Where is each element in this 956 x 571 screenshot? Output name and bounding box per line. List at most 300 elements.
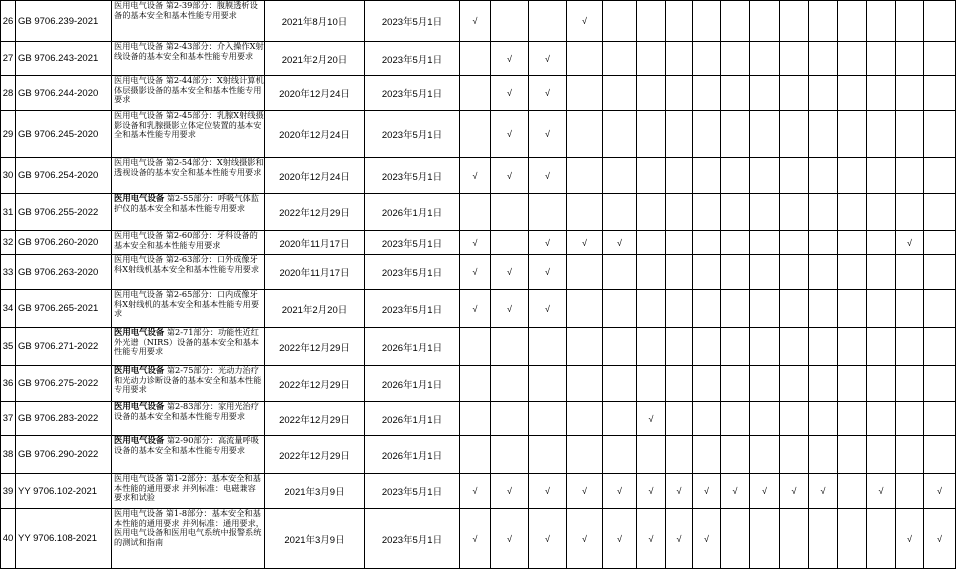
check-cell (491, 366, 529, 402)
check-cell: √ (567, 231, 603, 255)
check-cell: √ (896, 509, 924, 569)
check-cell (603, 255, 637, 290)
check-cell (780, 402, 809, 436)
check-cell (780, 1, 809, 42)
check-cell (750, 255, 780, 290)
check-cell (693, 290, 721, 328)
check-cell (693, 158, 721, 194)
publish-date: 2021年8月10日 (265, 1, 365, 42)
check-cell (867, 366, 896, 402)
check-cell (491, 402, 529, 436)
check-cell (924, 42, 956, 76)
check-cell (750, 366, 780, 402)
check-cell: √ (529, 231, 567, 255)
check-cell (809, 436, 838, 474)
check-cell (693, 111, 721, 158)
check-cell: √ (529, 474, 567, 509)
standard-title: 医用电气设备 第2-54部分：X射线摄影和透视设备的基本安全和基本性能专用要求 (112, 158, 265, 194)
check-cell (637, 366, 666, 402)
check-cell: √ (567, 509, 603, 569)
check-cell (750, 111, 780, 158)
check-cell (603, 366, 637, 402)
standard-code: GB 9706.290-2022 (16, 436, 112, 474)
check-cell (838, 42, 867, 76)
check-cell (750, 328, 780, 366)
check-cell: √ (529, 255, 567, 290)
check-cell (809, 231, 838, 255)
check-cell: √ (603, 231, 637, 255)
check-cell (666, 328, 693, 366)
check-cell (693, 231, 721, 255)
check-cell (867, 509, 896, 569)
check-cell: √ (924, 509, 956, 569)
check-cell: √ (896, 231, 924, 255)
check-cell (750, 76, 780, 111)
check-cell (460, 366, 491, 402)
effective-date: 2023年5月1日 (365, 231, 460, 255)
check-cell (838, 194, 867, 231)
check-cell (896, 76, 924, 111)
check-cell: √ (529, 158, 567, 194)
check-cell (567, 366, 603, 402)
check-cell (924, 194, 956, 231)
publish-date: 2021年2月20日 (265, 290, 365, 328)
check-cell: √ (460, 255, 491, 290)
check-cell (750, 290, 780, 328)
check-cell (809, 194, 838, 231)
row-number: 31 (1, 194, 16, 231)
check-cell (637, 328, 666, 366)
check-cell: √ (603, 474, 637, 509)
check-cell (721, 255, 750, 290)
check-cell (529, 1, 567, 42)
check-cell (838, 111, 867, 158)
check-cell (780, 111, 809, 158)
check-cell (529, 402, 567, 436)
check-cell (896, 290, 924, 328)
check-cell (666, 436, 693, 474)
check-cell: √ (491, 76, 529, 111)
check-cell (809, 255, 838, 290)
check-cell: √ (809, 474, 838, 509)
check-cell (460, 194, 491, 231)
publish-date: 2020年11月17日 (265, 231, 365, 255)
table-row (1, 255, 956, 290)
row-number: 26 (1, 1, 16, 42)
publish-date: 2020年12月24日 (265, 76, 365, 111)
effective-date: 2023年5月1日 (365, 111, 460, 158)
check-cell (809, 76, 838, 111)
effective-date: 2026年1月1日 (365, 328, 460, 366)
check-cell (750, 402, 780, 436)
check-cell (529, 194, 567, 231)
check-cell (721, 158, 750, 194)
table-row (1, 366, 956, 402)
row-number: 27 (1, 42, 16, 76)
check-cell (637, 111, 666, 158)
check-cell (838, 231, 867, 255)
check-cell (567, 328, 603, 366)
check-cell (809, 328, 838, 366)
check-cell (896, 436, 924, 474)
check-cell: √ (491, 158, 529, 194)
check-cell (603, 42, 637, 76)
check-cell: √ (666, 474, 693, 509)
check-cell (896, 158, 924, 194)
standard-code: GB 9706.283-2022 (16, 402, 112, 436)
effective-date: 2026年1月1日 (365, 436, 460, 474)
check-cell (867, 194, 896, 231)
check-cell: √ (867, 474, 896, 509)
row-number: 38 (1, 436, 16, 474)
standard-title: 医用电气设备 第2-90部分：高流量呼吸设备的基本安全和基本性能专用要求 (112, 436, 265, 474)
table-row (1, 290, 956, 328)
check-cell (491, 1, 529, 42)
effective-date: 2026年1月1日 (365, 194, 460, 231)
publish-date: 2021年2月20日 (265, 42, 365, 76)
check-cell (780, 255, 809, 290)
effective-date: 2023年5月1日 (365, 255, 460, 290)
check-cell (924, 290, 956, 328)
check-cell (809, 111, 838, 158)
check-cell (721, 76, 750, 111)
check-cell (896, 42, 924, 76)
effective-date: 2023年5月1日 (365, 76, 460, 111)
check-cell (924, 231, 956, 255)
table-row (1, 194, 956, 231)
check-cell (603, 290, 637, 328)
standard-code: GB 9706.239-2021 (16, 1, 112, 42)
table-row (1, 111, 956, 158)
check-cell (603, 1, 637, 42)
check-cell (666, 76, 693, 111)
standard-code: YY 9706.108-2021 (16, 509, 112, 569)
row-number: 30 (1, 158, 16, 194)
publish-date: 2020年12月24日 (265, 111, 365, 158)
check-cell (721, 42, 750, 76)
check-cell (867, 158, 896, 194)
row-number: 28 (1, 76, 16, 111)
effective-date: 2023年5月1日 (365, 158, 460, 194)
check-cell (637, 1, 666, 42)
check-cell (809, 366, 838, 402)
check-cell: √ (491, 111, 529, 158)
check-cell (693, 1, 721, 42)
standard-title: 医用电气设备 第2-63部分：口外成像牙科X射线机基本安全和基本性能专用要求 (112, 255, 265, 290)
check-cell (924, 76, 956, 111)
check-cell (567, 436, 603, 474)
check-cell: √ (693, 509, 721, 569)
check-cell (809, 158, 838, 194)
row-number: 32 (1, 231, 16, 255)
check-cell (924, 158, 956, 194)
standard-code: GB 9706.263-2020 (16, 255, 112, 290)
check-cell (750, 42, 780, 76)
check-cell (896, 1, 924, 42)
check-cell (780, 76, 809, 111)
check-cell (750, 231, 780, 255)
check-cell (721, 366, 750, 402)
check-cell (637, 76, 666, 111)
effective-date: 2023年5月1日 (365, 42, 460, 76)
check-cell (838, 290, 867, 328)
check-cell: √ (637, 509, 666, 569)
check-cell (750, 436, 780, 474)
check-cell: √ (666, 509, 693, 569)
check-cell (867, 402, 896, 436)
publish-date: 2020年12月24日 (265, 158, 365, 194)
effective-date: 2026年1月1日 (365, 402, 460, 436)
standard-code: YY 9706.102-2021 (16, 474, 112, 509)
check-cell (809, 1, 838, 42)
effective-date: 2023年5月1日 (365, 1, 460, 42)
check-cell (637, 231, 666, 255)
check-cell (603, 402, 637, 436)
check-cell (867, 76, 896, 111)
check-cell (693, 328, 721, 366)
check-cell (838, 509, 867, 569)
check-cell: √ (491, 509, 529, 569)
check-cell (603, 111, 637, 158)
table-row (1, 436, 956, 474)
check-cell (896, 328, 924, 366)
check-cell (867, 42, 896, 76)
standard-title: 医用电气设备 第2-83部分：家用光治疗设备的基本安全和基本性能专用要求 (112, 402, 265, 436)
check-cell: √ (529, 76, 567, 111)
check-cell (809, 509, 838, 569)
check-cell (666, 111, 693, 158)
standard-code: GB 9706.271-2022 (16, 328, 112, 366)
check-cell (666, 42, 693, 76)
table-row (1, 474, 956, 509)
table-row (1, 1, 956, 42)
check-cell (924, 402, 956, 436)
standard-title: 医用电气设备 第2-60部分：牙科设备的基本安全和基本性能专用要求 (112, 231, 265, 255)
check-cell (721, 328, 750, 366)
publish-date: 2020年11月17日 (265, 255, 365, 290)
check-cell: √ (460, 474, 491, 509)
check-cell (529, 436, 567, 474)
check-cell (603, 76, 637, 111)
check-cell: √ (567, 1, 603, 42)
publish-date: 2021年3月9日 (265, 509, 365, 569)
row-number: 39 (1, 474, 16, 509)
check-cell (924, 111, 956, 158)
check-cell (721, 1, 750, 42)
check-cell (867, 111, 896, 158)
check-cell (780, 366, 809, 402)
check-cell (838, 474, 867, 509)
check-cell (693, 436, 721, 474)
check-cell (924, 436, 956, 474)
check-cell: √ (529, 111, 567, 158)
effective-date: 2023年5月1日 (365, 290, 460, 328)
check-cell (867, 328, 896, 366)
row-number: 33 (1, 255, 16, 290)
check-cell: √ (529, 290, 567, 328)
check-cell (896, 402, 924, 436)
check-cell (838, 402, 867, 436)
check-cell: √ (460, 509, 491, 569)
check-cell (637, 290, 666, 328)
check-cell (721, 194, 750, 231)
check-cell (750, 194, 780, 231)
check-cell (460, 328, 491, 366)
check-cell (809, 42, 838, 76)
check-cell (666, 366, 693, 402)
check-cell (867, 290, 896, 328)
standard-code: GB 9706.265-2021 (16, 290, 112, 328)
check-cell (567, 194, 603, 231)
check-cell (637, 194, 666, 231)
standard-title: 医用电气设备 第2-43部分：介入操作X射线设备的基本安全和基本性能专用要求 (112, 42, 265, 76)
check-cell (780, 42, 809, 76)
check-cell (603, 436, 637, 474)
check-cell (693, 402, 721, 436)
standard-code: GB 9706.254-2020 (16, 158, 112, 194)
check-cell (693, 366, 721, 402)
check-cell (567, 255, 603, 290)
standard-title: 医用电气设备 第2-71部分：功能性近红外光谱（NIRS）设备的基本安全和基本性能专用要求 (112, 328, 265, 366)
row-number: 35 (1, 328, 16, 366)
check-cell (838, 366, 867, 402)
standard-title: 医用电气设备 第2-65部分：口内成像牙科X射线机的基本安全和基本性能专用要求 (112, 290, 265, 328)
check-cell (896, 194, 924, 231)
check-cell: √ (460, 231, 491, 255)
check-cell (637, 158, 666, 194)
check-cell (567, 158, 603, 194)
check-cell: √ (491, 474, 529, 509)
check-cell (666, 255, 693, 290)
standard-title: 医用电气设备 第2-55部分：呼吸气体监护仪的基本安全和基本性能专用要求 (112, 194, 265, 231)
check-cell: √ (750, 474, 780, 509)
publish-date: 2022年12月29日 (265, 194, 365, 231)
standard-code: GB 9706.243-2021 (16, 42, 112, 76)
check-cell (896, 474, 924, 509)
check-cell (867, 231, 896, 255)
check-cell (750, 1, 780, 42)
standard-code: GB 9706.260-2020 (16, 231, 112, 255)
check-cell: √ (637, 474, 666, 509)
check-cell (896, 255, 924, 290)
check-cell (924, 366, 956, 402)
standard-title: 医用电气设备 第1-2部分：基本安全和基本性能的通用要求 并列标准：电磁兼容 要求和试验 (112, 474, 265, 509)
publish-date: 2021年3月9日 (265, 474, 365, 509)
standard-code: GB 9706.245-2020 (16, 111, 112, 158)
check-cell (637, 42, 666, 76)
check-cell (637, 255, 666, 290)
effective-date: 2023年5月1日 (365, 474, 460, 509)
publish-date: 2022年12月29日 (265, 366, 365, 402)
check-cell (721, 436, 750, 474)
row-number: 34 (1, 290, 16, 328)
check-cell (693, 255, 721, 290)
check-cell (693, 76, 721, 111)
check-cell: √ (460, 290, 491, 328)
check-cell (838, 328, 867, 366)
check-cell (721, 290, 750, 328)
check-cell (780, 290, 809, 328)
check-cell: √ (780, 474, 809, 509)
check-cell (750, 509, 780, 569)
check-cell (491, 231, 529, 255)
check-cell (924, 255, 956, 290)
table-row (1, 509, 956, 569)
publish-date: 2022年12月29日 (265, 436, 365, 474)
effective-date: 2026年1月1日 (365, 366, 460, 402)
check-cell (666, 194, 693, 231)
check-cell (567, 290, 603, 328)
check-cell: √ (460, 1, 491, 42)
check-cell (838, 255, 867, 290)
check-cell (693, 42, 721, 76)
standard-title: 医用电气设备 第2-44部分：X射线计算机体层摄影设备的基本安全和基本性能专用要求 (112, 76, 265, 111)
check-cell: √ (491, 290, 529, 328)
standard-title: 医用电气设备 第2-75部分：光动力治疗和光动力诊断设备的基本安全和基本性能专用要求 (112, 366, 265, 402)
check-cell (780, 328, 809, 366)
table-row (1, 231, 956, 255)
check-cell (838, 1, 867, 42)
check-cell (603, 158, 637, 194)
check-cell (780, 509, 809, 569)
standard-code: GB 9706.255-2022 (16, 194, 112, 231)
check-cell (838, 76, 867, 111)
check-cell: √ (491, 42, 529, 76)
check-cell (666, 1, 693, 42)
check-cell (460, 436, 491, 474)
check-cell (867, 255, 896, 290)
table-row (1, 76, 956, 111)
check-cell (780, 436, 809, 474)
check-cell: √ (603, 509, 637, 569)
publish-date: 2022年12月29日 (265, 402, 365, 436)
table-row (1, 42, 956, 76)
check-cell (603, 194, 637, 231)
row-number: 29 (1, 111, 16, 158)
check-cell: √ (693, 474, 721, 509)
standard-title: 医用电气设备 第2-39部分：腹膜透析设备的基本安全和基本性能专用要求 (112, 1, 265, 42)
check-cell (666, 290, 693, 328)
effective-date: 2023年5月1日 (365, 509, 460, 569)
check-cell (666, 231, 693, 255)
check-cell (721, 509, 750, 569)
check-cell (780, 194, 809, 231)
check-cell (721, 402, 750, 436)
row-number: 37 (1, 402, 16, 436)
check-cell (567, 111, 603, 158)
check-cell (567, 42, 603, 76)
check-cell: √ (529, 509, 567, 569)
check-cell (780, 158, 809, 194)
check-cell (809, 290, 838, 328)
standard-code: GB 9706.275-2022 (16, 366, 112, 402)
check-cell (491, 194, 529, 231)
check-cell: √ (460, 158, 491, 194)
check-cell (529, 328, 567, 366)
check-cell: √ (529, 42, 567, 76)
check-cell (809, 402, 838, 436)
check-cell (460, 42, 491, 76)
check-cell (924, 1, 956, 42)
check-cell (896, 366, 924, 402)
check-cell (491, 436, 529, 474)
check-cell: √ (637, 402, 666, 436)
check-cell (603, 328, 637, 366)
check-cell (460, 111, 491, 158)
check-cell: √ (924, 474, 956, 509)
check-cell (491, 328, 529, 366)
check-cell (529, 366, 567, 402)
